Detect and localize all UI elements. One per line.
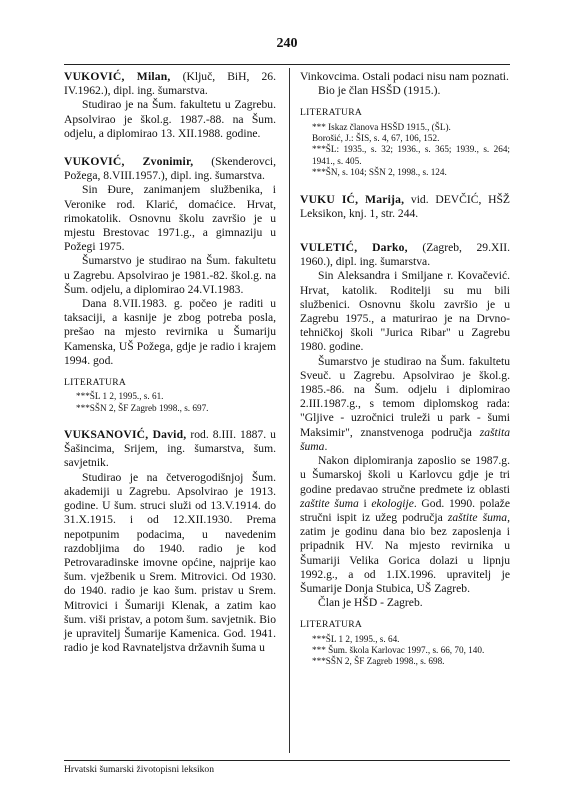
- entry-name: VUKSANOVIĆ, David,: [64, 428, 187, 442]
- text-run: .: [324, 439, 328, 453]
- entry-vuksanovic-david: [64, 428, 276, 655]
- literature-list: [64, 391, 276, 414]
- entry-vukovic-milan: [64, 70, 276, 141]
- text-run: Nakon diplomiranja zaposlio se 1987.g. u Šumarskoj školi u Karlovcu gdje je tri godine predavao stručne predmete iz oblasti: [300, 454, 510, 496]
- entry-intro: (Zagreb, 29.XII. 1960.), dipl. ing. šumarstva.: [300, 241, 510, 269]
- entry-intro: (Skenderovci, Požega, 8.VIII.1957.), dipl. ing. šumarstva.: [64, 155, 276, 183]
- entry-vukovic-zvonimir: [64, 155, 276, 414]
- column-divider: [289, 68, 290, 753]
- literature-item: ***ŠL: 1935., s. 32; 1936., s. 365; 1939., s. 264; 1941., s. 405.: [312, 144, 510, 166]
- literature-item: ***SŠN 2, ŠF Zagreb 1998., s. 697.: [76, 402, 209, 413]
- entry-paragraph: Studirao je na Šum. fakultetu u Zagrebu. Apsolvirao je škol.g. 1987.-88. na Šum. odjelu, a diplomirao 13. XII.1988. godine.: [64, 98, 276, 140]
- entry-paragraph: [300, 454, 510, 596]
- entry-paragraph: Vinkovcima. Ostali podaci nisu nam poznati.: [300, 70, 509, 83]
- entry-paragraph: Sin Aleksandra i Smiljane r. Kovačević. Hrvat, katolik. Roditelji su mu bili službenici. Osnovnu školu završio je u Zagrebu 1975., a maturirao je na Drvno-tehničkoj školi "Jurica Ribar" u Zagrebu 1980. godine.: [300, 269, 510, 354]
- entry-name: VUKU IĆ, Marija,: [300, 192, 405, 206]
- left-column: [64, 70, 276, 669]
- text-run: , zatim je godinu dana bio bez zaposlenja i pripadnik HV. Na mjesto revirnika u Šumariji Velika Gorica dolazi u lipnju 1992.g., a od 1.IX.1996. upravitelj je Šumarije Donja Stubica, UŠ Zagreb.: [300, 510, 510, 595]
- entry-intro: (Ključ, BiH, 26. IV.1962.), dipl. ing. šumarstva.: [64, 70, 276, 98]
- entry-paragraph: Šumarstvo je studirao na Šum. fakultetu u Zagrebu. Apsolvirao je 1981.-82. škol.g. na Šum. odjelu, a diplomirao 24.VI.1983.: [64, 254, 276, 296]
- literature-item: ***ŠL 1 2, 1995., s. 61.: [76, 391, 164, 402]
- italic-term: zaštite šuma: [300, 496, 359, 510]
- literature-heading: LITERATURA: [64, 377, 127, 389]
- entry-paragraph: [300, 355, 510, 454]
- entry-intro: vid. DEVČIĆ, HŠŽ Leksikon, knj. 1, str. 244.: [300, 192, 510, 220]
- entry-paragraph: Sin Đure, zanimanjem službenika, i Veronike rod. Klarić, domaćice. Hrvat, rimokatolik. Osnovnu školu završio je u mjestu Brestovac 1971.g., a gimnaziju u Požegi 1975.: [64, 183, 276, 254]
- literature-item: *** Šum. škola Karlovac 1997., s. 66, 70, 140.: [312, 644, 485, 655]
- top-rule: [64, 64, 510, 65]
- italic-term: zaštite šuma: [447, 510, 508, 524]
- italic-term: zaštita šuma: [300, 425, 510, 453]
- text-run: i: [358, 496, 372, 510]
- literature-item: ***ŠN, s. 104; SŠN 2, 1998., s. 124.: [312, 167, 447, 178]
- literature-item: ***ŠL 1 2, 1995., s. 64.: [312, 633, 400, 644]
- entry-vukuic-marija: [300, 193, 510, 221]
- entry-paragraph: Studirao je na četverogodišnjoj Šum. akademiji u Zagrebu. Apsolvirao je 1913. godine. U šum. struci služi od 13.V.1914. do 31.X.1915. i od 12.XII.1930. Prema nepotpunim podacima, u navedenim razdobljima do 1940. radio je kod Petrovaradinske imovne općine, najprije kao šum. vježbenik u Srem. Mitrovici. Od 1930. do 1940. radio je kao šum. pristav u Srem. Mitrovici i Šumariji Klenak, a zatim kao šum. viši pristav, a potom šum. savjetnik. Bio je upravitelj Šumarije Kamenica. God. 1941. radio je kod Ravnateljstva državnih šuma u: [64, 470, 276, 655]
- entry-paragraph: Dana 8.VII.1983. g. počeo je raditi u taksaciji, a kasnije je zbog potreba posla, prešao na mjesto revirnika u Šumariju Kamenska, UŠ Požega, gdje je radio i krajem 1994. god.: [64, 297, 276, 367]
- text-run: Šumarstvo je studirao na Šum. fakultetu Sveuč. u Zagrebu. Apsolvirao je škol.g. 1985.-86. na Šum. odjelu i diplomirao 2.III.1987.g., s temom diplomskog rada: "Gljive - uzročnici truleži u park - šumi Maksimir", znanstvenoga područja: [300, 354, 510, 439]
- entry-name: VUKOVIĆ, Zvonimir,: [64, 155, 194, 169]
- entry-paragraph: Bio je član HSŠD (1915.).: [318, 84, 441, 98]
- literature-list: [300, 122, 510, 179]
- literature-item: Borošić, J.: ŠIS, s. 4, 67, 106, 152.: [312, 133, 440, 144]
- italic-term: ekologije: [371, 496, 414, 510]
- entry-paragraph: Član je HŠD - Zagreb.: [318, 596, 423, 610]
- literature-heading: LITERATURA: [300, 107, 363, 119]
- entry-vuletic-darko: [300, 241, 510, 668]
- footer-title: Hrvatski šumarski životopisni leksikon: [64, 764, 215, 775]
- literature-item: *** Iskaz članova HSŠD 1915., (ŠL).: [312, 121, 451, 132]
- footer-rule: [64, 760, 510, 761]
- literature-item: ***SŠN 2, ŠF Zagreb 1998., s. 698.: [312, 656, 445, 667]
- page-number: 240: [276, 36, 298, 51]
- entry-name: VULETIĆ, Darko,: [300, 241, 408, 255]
- entry-intro: rod. 8.III. 1887. u Šašincima, Srijem, ing. šumarstva, šum. savjetnik.: [64, 428, 276, 470]
- text-run: . God. 1990. polaže stručni ispit iz užeg područja: [300, 496, 510, 524]
- literature-heading: LITERATURA: [300, 619, 363, 631]
- right-column: [300, 70, 510, 682]
- entry-continuation: [300, 70, 510, 179]
- literature-list: [300, 634, 510, 668]
- entry-name: VUKOVIĆ, Milan,: [64, 70, 171, 83]
